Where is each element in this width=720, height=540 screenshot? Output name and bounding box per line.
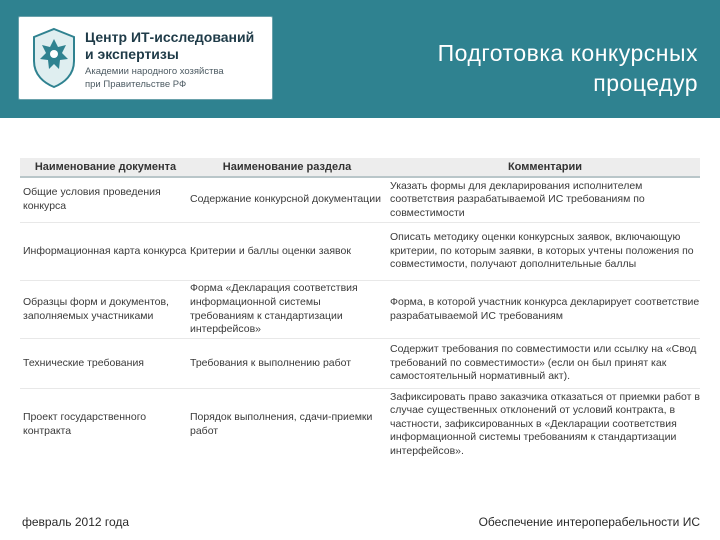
cell-section: Порядок выполнения, сдачи-приемки работ	[190, 410, 373, 437]
table-row	[20, 222, 700, 280]
table-row	[20, 388, 700, 460]
cell-section: Содержание конкурсной документации	[190, 193, 381, 206]
header-banner	[0, 0, 720, 118]
cell-document: Проект государственного контракта	[23, 410, 147, 437]
cell-document: Технические требования	[23, 356, 144, 369]
cell-comment: Содержит требования по совместимости или ссылку на «Свод требований по совместимости» (если он был принят как самостоятельный нормативный акт).	[390, 343, 697, 383]
cell-comment: Описать методику оценки конкурсных заявок, включающую критерии, по которым заявки, в которых учтены положения по совместимости, получают дополнительные баллы	[390, 231, 694, 271]
requirements-table	[20, 158, 700, 460]
organization-logo	[18, 16, 273, 100]
org-subtitle-line2: при Правительстве РФ	[85, 79, 187, 90]
org-name-line2: и экспертизы	[85, 46, 179, 62]
cell-document: Информационная карта конкурса	[23, 244, 187, 257]
cell-section: Форма «Декларация соответствия информационной системы требованиям к стандартизации интерфейсов»	[190, 282, 358, 336]
page-title-line2: процедур	[593, 70, 698, 96]
page-title-line1: Подготовка конкурсных	[437, 40, 698, 66]
cell-document: Общие условия проведения конкурса	[23, 186, 161, 212]
footer-date: февраль 2012 года	[22, 515, 130, 529]
cell-section: Критерии и баллы оценки заявок	[190, 244, 351, 257]
column-header-document: Наименование документа	[34, 161, 177, 173]
cell-comment: Указать формы для декларирования исполнителем соответствия разрабатываемой ИС требованиям по совместимости	[390, 179, 645, 219]
cell-comment: Форма, в которой участник конкурса декларирует соответствие разрабатываемой ИС требованиям	[390, 295, 700, 322]
cell-section: Требования к выполнению работ	[190, 356, 352, 369]
column-header-comments: Комментарии	[507, 161, 583, 173]
org-subtitle-line1: Академии народного хозяйства	[85, 66, 224, 77]
page-title	[318, 38, 698, 98]
footer-topic: Обеспечение интероперабельности ИС	[478, 515, 700, 529]
table-row	[20, 178, 700, 222]
table-row	[20, 338, 700, 388]
org-name-line1: Центр ИТ-исследований	[85, 29, 255, 45]
emblem-icon	[29, 27, 79, 89]
cell-comment: Зафиксировать право заказчика отказаться от приемки работ в случае существенных отклонений от условий контракта, в частности, зафиксированных в «Декларации соответствия информационной системы требованиям к стандартизации интерфейсов».	[390, 390, 700, 457]
table-header	[20, 158, 700, 178]
cell-document: Образцы форм и документов, заполняемых участниками	[23, 295, 169, 322]
table-row	[20, 280, 700, 338]
column-header-section: Наименование раздела	[222, 161, 352, 173]
